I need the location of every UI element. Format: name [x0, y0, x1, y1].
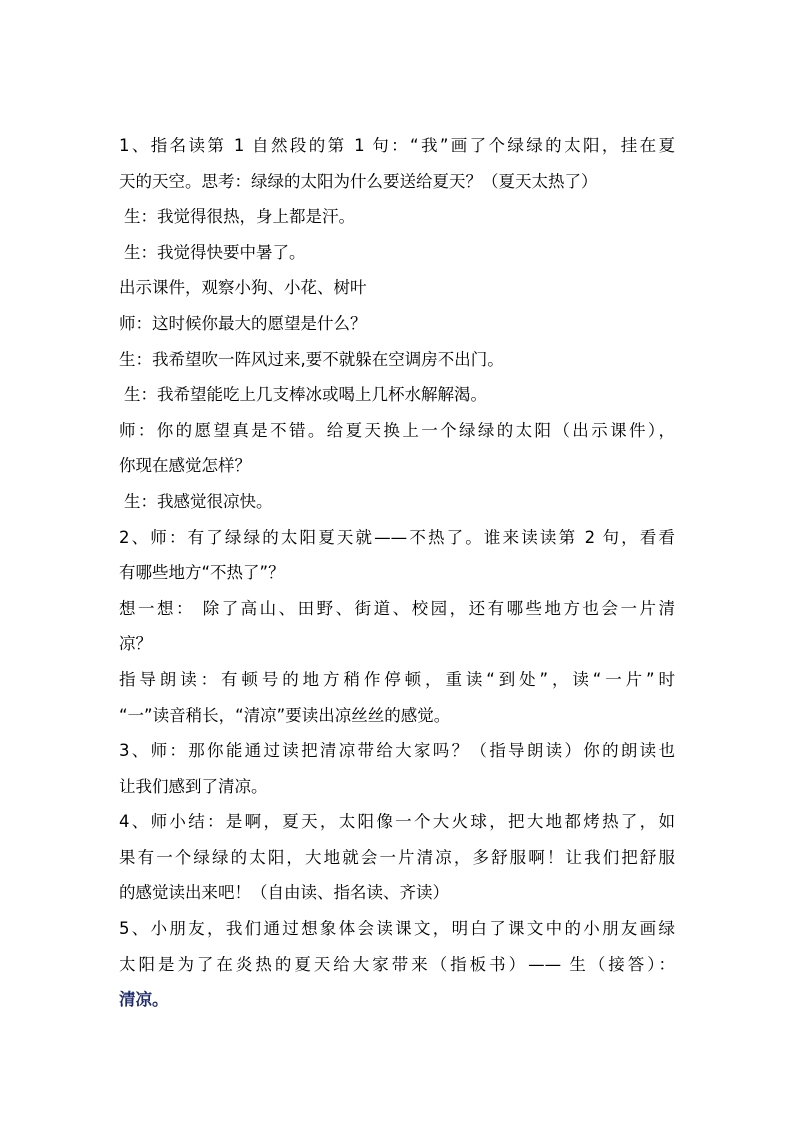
text-line: 让我们感到了清凉。	[119, 776, 268, 796]
text-line: 出示课件，观察小狗、小花、树叶	[119, 278, 367, 298]
text-line: 指导朗读：有顿号的地方稍作停顿，重读“到处”，读“一片”时	[119, 669, 675, 689]
text-line: 你现在感觉怎样？	[119, 456, 251, 476]
text-line: 5、小朋友，我们通过想象体会读课文，明白了课文中的小朋友画绿	[119, 919, 675, 939]
text-line: 的感觉读出来吧！（自由读、指名读、齐读）	[119, 883, 449, 903]
text-line: 生：我感觉很凉快。	[124, 491, 273, 511]
text-line: 天的天空。思考：绿绿的太阳为什么要送给夏天？（夏天太热了）	[119, 171, 598, 191]
text-line: 3、师：那你能通过读把清凉带给大家吗？（指导朗读）你的朗读也	[119, 741, 675, 761]
text-line: 果有一个绿绿的太阳，大地就会一片清凉，多舒服啊！让我们把舒服	[119, 847, 675, 867]
text-line: 1、指名读第 1 自然段的第 1 句：“我”画了个绿绿的太阳，挂在夏	[119, 136, 675, 155]
text-line: 太阳是为了在炎热的夏天给大家带来（指板书）—— 生（接答）：	[119, 954, 675, 974]
text-line: 生：我希望能吃上几支棒冰或喝上几杯水解解渴。	[124, 385, 487, 405]
text-line: 2、师：有了绿绿的太阳夏天就——不热了。谁来读读第 2 句，看看	[119, 527, 675, 547]
text-line: 凉？	[119, 634, 152, 654]
text-line: 师：这时候你最大的愿望是什么？	[119, 313, 367, 333]
text-line: 生：我希望吹一阵风过来,要不就躲在空调房不出门。	[119, 349, 504, 369]
closing-answer: 清凉。	[119, 990, 169, 1010]
text-line: 师：你的愿望真是不错。给夏天换上一个绿绿的太阳（出示课件），	[119, 420, 675, 440]
text-line: 生：我觉得很热，身上都是汗。	[124, 207, 355, 227]
text-line: 想一想： 除了高山、田野、街道、校园，还有哪些地方也会一片清	[119, 598, 675, 618]
text-line: 有哪些地方“不热了”？	[119, 563, 285, 583]
document-body	[119, 128, 679, 1018]
text-line: 4、师小结：是啊，夏天，太阳像一个大火球，把大地都烤热了，如	[119, 812, 675, 832]
text-line: 生：我觉得快要中暑了。	[124, 242, 306, 262]
text-line: “一”读音稍长，“清凉”要读出凉丝丝的感觉。	[119, 705, 451, 725]
